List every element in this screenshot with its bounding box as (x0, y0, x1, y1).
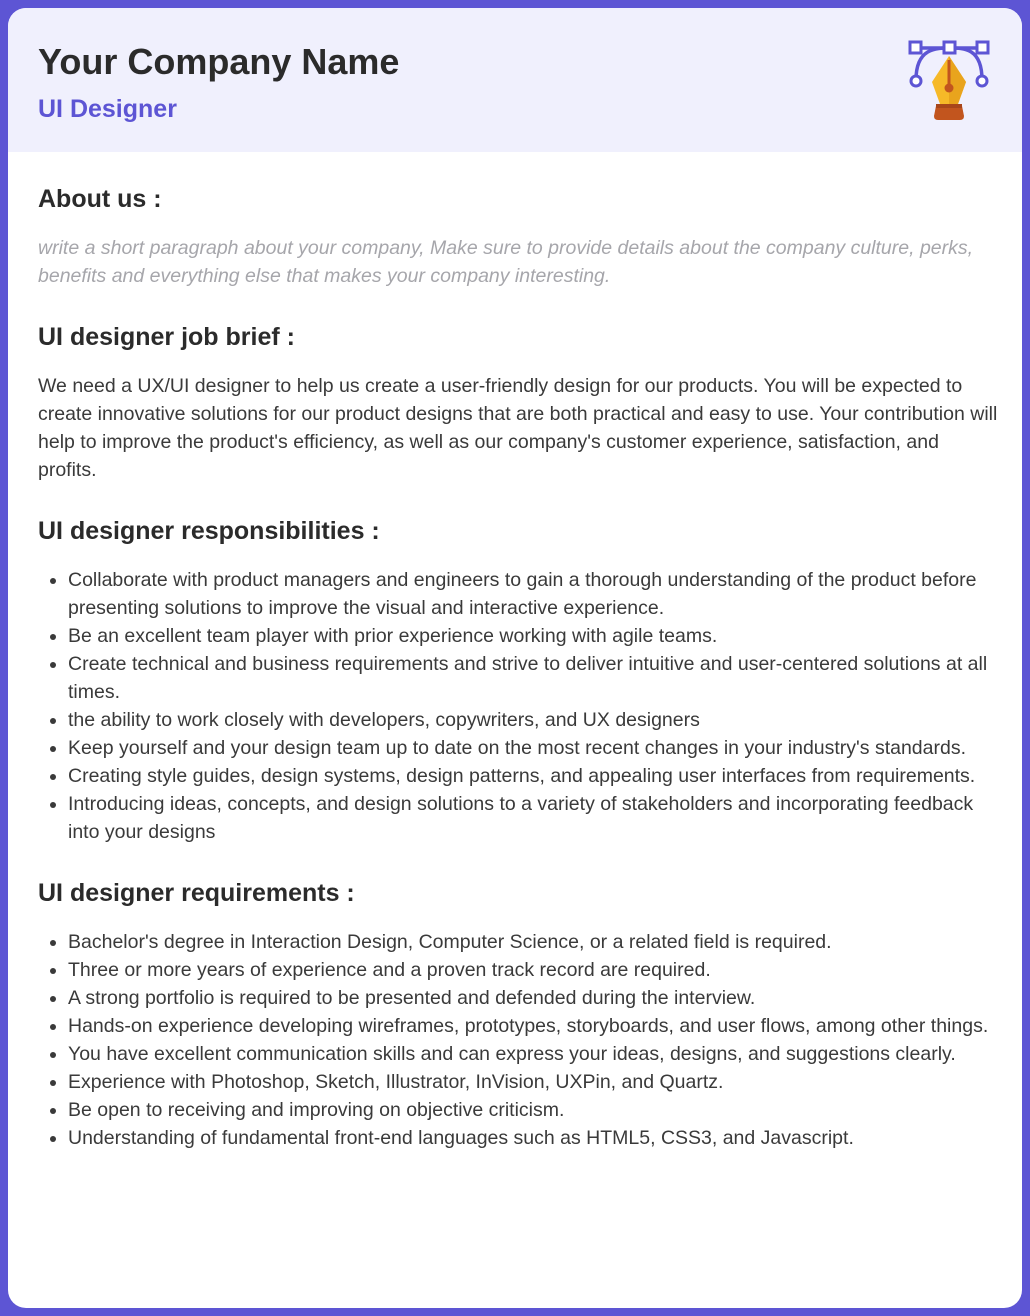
responsibilities-title: UI designer responsibilities : (38, 517, 380, 545)
responsibilities-list (38, 566, 998, 846)
list-item: • Hands-on experience developing wireframes, prototypes, storyboards, and user flows, among other things. (68, 1012, 998, 1040)
brief-title: UI designer job brief : (38, 323, 295, 351)
requirements-title: UI designer requirements : (38, 879, 355, 907)
about-title: About us : (38, 185, 162, 213)
list-item: • Bachelor's degree in Interaction Design, Computer Science, or a related field is required. (68, 928, 998, 956)
list-item: • Keep yourself and your design team up to date on the most recent changes in your industry's standards. (68, 734, 998, 762)
brief-text: We need a UX/UI designer to help us create a user-friendly design for our products. You will be expected to create innovative solutions for our product designs that are both practical and easy to use. Your contribution will help to improve the product's efficiency, as well as our company's customer experience, satisfaction, and profits. (38, 375, 998, 481)
list-item: • the ability to work closely with developers, copywriters, and UX designers (68, 706, 998, 734)
list-item: • Be open to receiving and improving on objective criticism. (68, 1096, 998, 1124)
job-description-card (8, 8, 1022, 1308)
list-item: • Collaborate with product managers and engineers to gain a thorough understanding of the product before presenting solutions to improve the visual and interactive experience. (68, 566, 998, 622)
list-item: • Three or more years of experience and a proven track record are required. (68, 956, 998, 984)
pen-tool-icon (906, 38, 992, 124)
list-item: • Understanding of fundamental front-end languages such as HTML5, CSS3, and Javascript. (68, 1124, 998, 1152)
list-item: • Creating style guides, design systems, design patterns, and appealing user interfaces from requirements. (68, 762, 998, 790)
company-name: Your Company Name (38, 41, 400, 82)
content (38, 184, 998, 1152)
requirements-list (38, 928, 998, 1152)
list-item: • Create technical and business requirements and strive to deliver intuitive and user-centered solutions at all times. (68, 650, 998, 706)
job-role: UI Designer (38, 95, 177, 123)
list-item: • You have excellent communication skills and can express your ideas, designs, and suggestions clearly. (68, 1040, 998, 1068)
list-item: • Experience with Photoshop, Sketch, Illustrator, InVision, UXPin, and Quartz. (68, 1068, 998, 1096)
list-item: • A strong portfolio is required to be presented and defended during the interview. (68, 984, 998, 1012)
list-item: • Be an excellent team player with prior experience working with agile teams. (68, 622, 998, 650)
about-text: write a short paragraph about your company, Make sure to provide details about the company culture, perks, benefits and everything else that makes your company interesting. (38, 237, 974, 287)
header (8, 8, 1022, 152)
list-item: • Introducing ideas, concepts, and design solutions to a variety of stakeholders and incorporating feedback into your designs (68, 790, 998, 846)
